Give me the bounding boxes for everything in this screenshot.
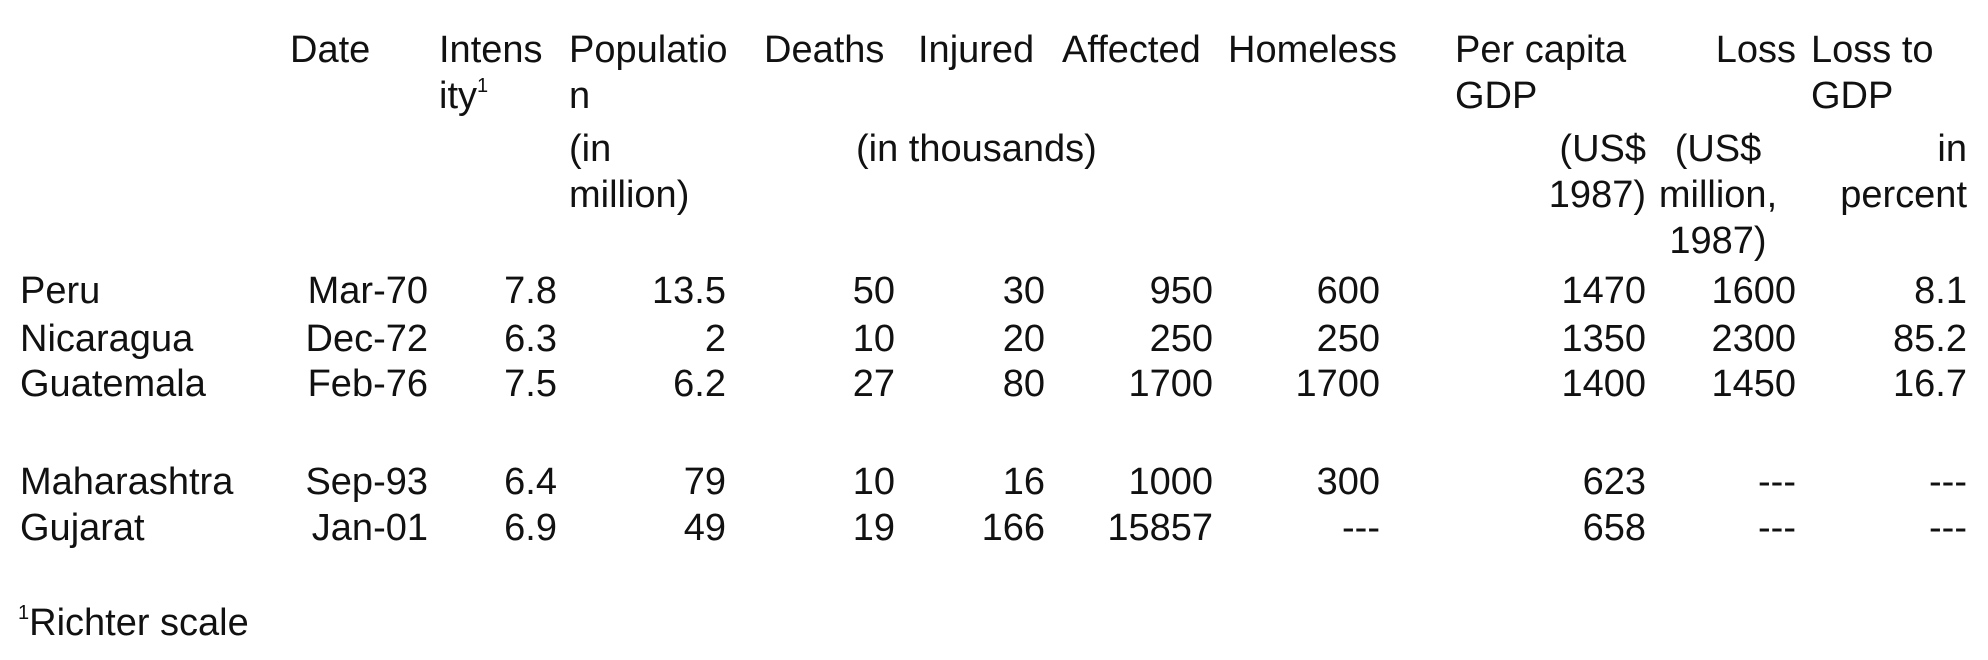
row-loss: ---: [1758, 507, 1796, 549]
footnote-text: Richter scale: [29, 602, 249, 644]
unit-population-line2: million): [569, 174, 690, 216]
row-affected: 15857: [1107, 507, 1213, 549]
row-intensity: 6.4: [504, 461, 557, 503]
unit-loss-line1: (US$: [1674, 128, 1762, 170]
header-injured: Injured: [918, 29, 1035, 71]
row-population: 79: [683, 461, 726, 503]
unit-population-line1: (in: [569, 128, 612, 170]
unit-loss-to-gdp-line2: percent: [1840, 174, 1967, 216]
row-loss: 2300: [1711, 318, 1796, 360]
row-loss: ---: [1758, 461, 1796, 503]
row-date: Sep-93: [305, 461, 428, 503]
row-population: 49: [683, 507, 726, 549]
row-intensity: 6.3: [504, 318, 557, 360]
row-region: Nicaragua: [20, 318, 194, 360]
row-affected: 1700: [1128, 363, 1213, 405]
row-homeless: 600: [1316, 270, 1380, 312]
row-intensity: 6.9: [504, 507, 557, 549]
footnote-marker: 1: [477, 75, 489, 98]
row-region: Gujarat: [20, 507, 145, 549]
row-date: Dec-72: [305, 318, 428, 360]
row-region: Peru: [20, 270, 101, 312]
row-homeless: 300: [1316, 461, 1380, 503]
row-deaths: 50: [852, 270, 895, 312]
row-gdp: 623: [1582, 461, 1646, 503]
row-injured: 30: [1002, 270, 1045, 312]
row-loss: 1600: [1711, 270, 1796, 312]
header-population-line1: Populatio: [569, 29, 728, 71]
row-population: 13.5: [652, 270, 726, 312]
row-injured: 80: [1002, 363, 1045, 405]
row-intensity: 7.5: [504, 363, 557, 405]
unit-gdp-line1: (US$: [1559, 128, 1646, 170]
header-population-line2: n: [569, 75, 591, 117]
row-region: Guatemala: [20, 363, 206, 405]
row-intensity: 7.8: [504, 270, 557, 312]
row-date: Mar-70: [307, 270, 428, 312]
row-injured: 20: [1002, 318, 1045, 360]
row-gdp: 1470: [1561, 270, 1646, 312]
row-loss-pct: 85.2: [1893, 318, 1967, 360]
row-gdp: 1350: [1561, 318, 1646, 360]
header-affected: Affected: [1062, 29, 1201, 71]
row-loss-pct: ---: [1929, 461, 1967, 503]
row-loss-pct: 8.1: [1914, 270, 1967, 312]
row-homeless: 1700: [1295, 363, 1380, 405]
row-gdp: 658: [1582, 507, 1646, 549]
row-deaths: 10: [852, 461, 895, 503]
row-population: 2: [704, 318, 726, 360]
header-deaths: Deaths: [764, 29, 885, 71]
row-date: Jan-01: [311, 507, 428, 549]
row-homeless: ---: [1342, 507, 1380, 549]
row-deaths: 19: [852, 507, 895, 549]
unit-loss-line3: 1987): [1669, 220, 1767, 262]
row-homeless: 250: [1316, 318, 1380, 360]
row-deaths: 27: [852, 363, 895, 405]
header-gdp-line2: GDP: [1455, 75, 1538, 117]
unit-gdp-line2: 1987): [1548, 174, 1646, 216]
header-loss: Loss: [1715, 29, 1796, 71]
row-affected: 250: [1149, 318, 1213, 360]
row-injured: 16: [1002, 461, 1045, 503]
header-gdp-line1: Per capita: [1455, 29, 1627, 71]
header-intensity-line2: [439, 73, 488, 119]
header-homeless: Homeless: [1228, 29, 1397, 71]
row-loss-pct: 16.7: [1893, 363, 1967, 405]
row-date: Feb-76: [307, 363, 428, 405]
row-injured: 166: [981, 507, 1045, 549]
header-intensity-text: ity: [439, 75, 477, 117]
row-gdp: 1400: [1561, 363, 1646, 405]
row-deaths: 10: [852, 318, 895, 360]
unit-thousands: (in thousands): [856, 128, 1097, 170]
footnote: [18, 600, 249, 646]
row-affected: 1000: [1128, 461, 1213, 503]
header-loss-to-gdp-line2: GDP: [1811, 75, 1894, 117]
footnote-mark: 1: [18, 602, 30, 625]
unit-loss-line2: million,: [1658, 174, 1778, 216]
row-loss-pct: ---: [1929, 507, 1967, 549]
header-date: Date: [290, 29, 371, 71]
row-affected: 950: [1149, 270, 1213, 312]
row-loss: 1450: [1711, 363, 1796, 405]
row-region: Maharashtra: [20, 461, 234, 503]
header-intensity-line1: Intens: [439, 29, 543, 71]
unit-loss-to-gdp-line1: in: [1937, 128, 1967, 170]
header-loss-to-gdp-line1: Loss to: [1811, 29, 1934, 71]
row-population: 6.2: [673, 363, 726, 405]
